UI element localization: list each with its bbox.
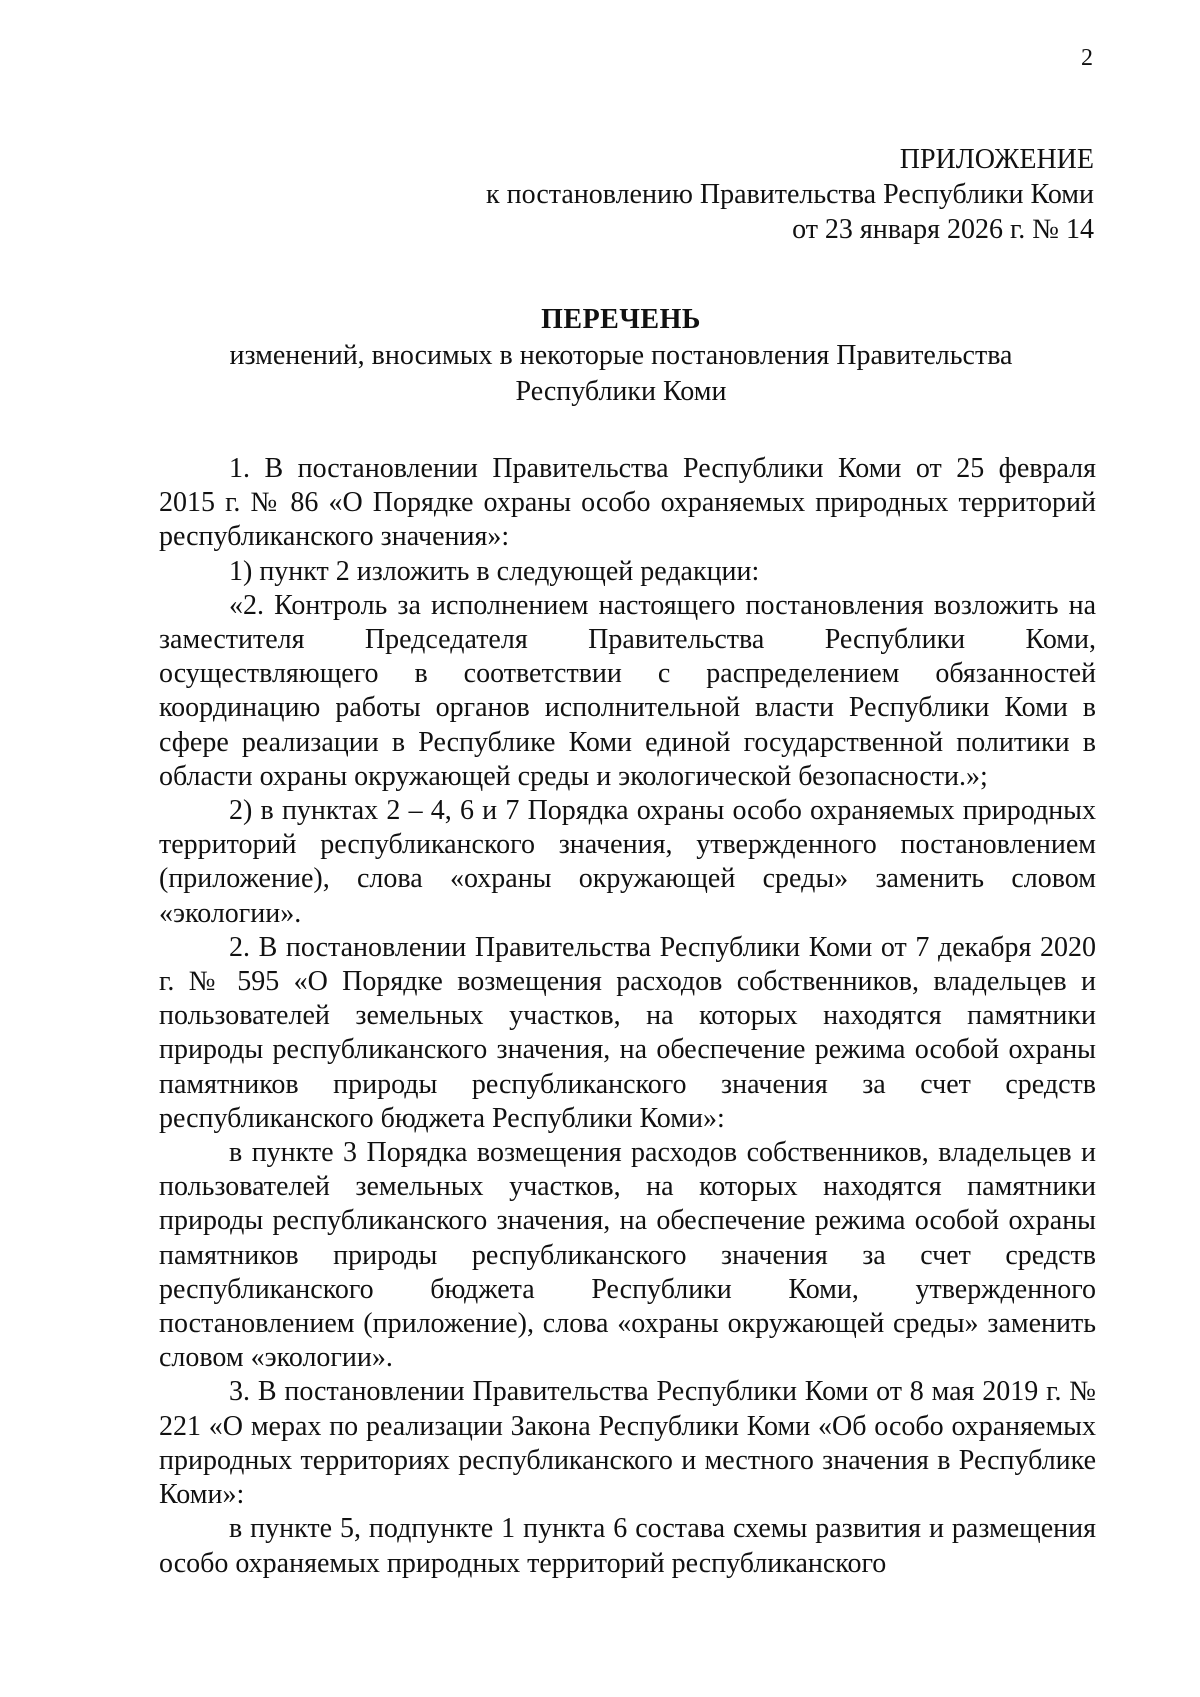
paragraph: в пункте 5, подпункте 1 пункта 6 состава схемы развития и размещения особо охраняемых природных территорий республиканского — [159, 1513, 1096, 1579]
appendix-date-number: от 23 января 2026 г. № 14 — [792, 214, 1094, 245]
document-heading — [146, 302, 1096, 410]
paragraph: «2. Контроль за исполнением настоящего постановления возложить на заместителя Председателя Правительства Республики Коми, осуществляющего в соответствии с распределением обязанностей координацию работы органов исполнительной власти Республики Коми в сфере реализации в Республике Коми единой государственной политики в области охраны окружающей среды и экологической безопасности.»; — [159, 589, 1096, 792]
paragraph: 1. В постановлении Правительства Республики Коми от 25 февраля 2015 г. № 86 «О Порядке охраны особо охраняемых природных территорий республиканского значения»: — [159, 453, 1096, 553]
paragraph: 1) пункт 2 изложить в следующей редакции: — [229, 555, 760, 587]
paragraph: в пункте 3 Порядка возмещения расходов собственников, владельцев и пользователей земельных участков, на которых находятся памятники природы республиканского значения, на обеспечение режима особой охраны памятников природы республиканского значения за счет средств республиканского бюджета Республики Коми, утвержденного постановлением (приложение), слова «охраны окружающей среды» заменить словом «экологии». — [159, 1137, 1096, 1374]
appendix-title: ПРИЛОЖЕНИЕ — [899, 144, 1094, 175]
appendix-block — [394, 142, 1094, 247]
heading-subtitle-line2: Республики Коми — [515, 376, 727, 407]
paragraph: 2) в пунктах 2 – 4, 6 и 7 Порядка охраны особо охраняемых природных территорий республиканского значения, утвержденного постановлением (приложение), слова «охраны окружающей среды» заменить словом «экологии». — [159, 795, 1096, 929]
paragraph: 3. В постановлении Правительства Республики Коми от 8 мая 2019 г. № 221 «О мерах по реализации Закона Республики Коми «Об особо охраняемых природных территориях республиканского и местного значения в Республике Коми»: — [159, 1376, 1096, 1511]
paragraph: 2. В постановлении Правительства Республики Коми от 7 декабря 2020 г. № 595 «О Порядке возмещения расходов собственников, владельцев и пользователей земельных участков, на которых находятся памятники природы республиканского значения, на обеспечение режима особой охраны памятников природы республиканского значения за счет средств республиканского бюджета Республики Коми»: — [159, 931, 1096, 1134]
appendix-reference: к постановлению Правительства Республики Коми — [486, 179, 1094, 210]
document-body — [159, 452, 1096, 1581]
page-number: 2 — [1081, 45, 1093, 71]
heading-subtitle-line1: изменений, вносимых в некоторые постановления Правительства — [229, 340, 1013, 371]
heading-title: ПЕРЕЧЕНЬ — [541, 304, 701, 335]
